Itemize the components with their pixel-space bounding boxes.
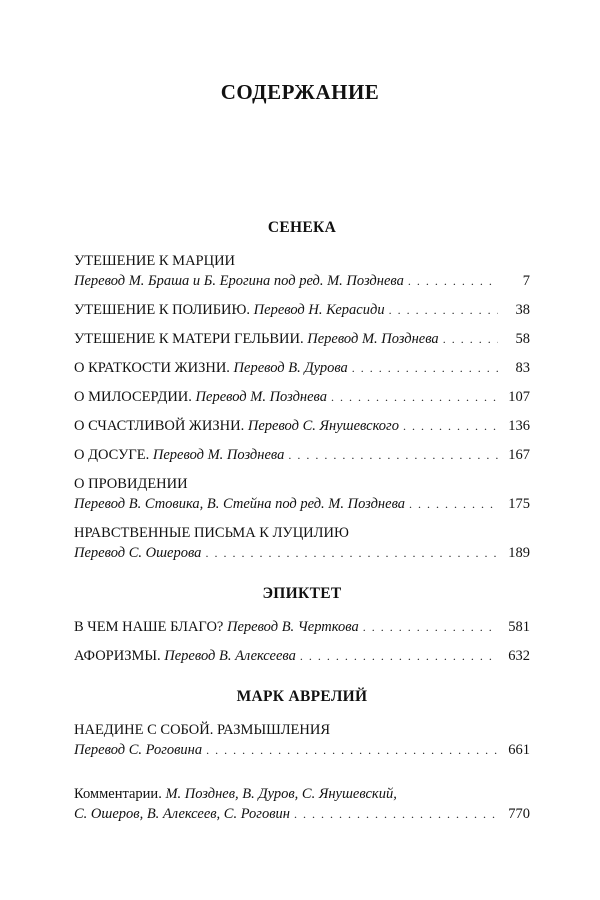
toc-line	[74, 358, 530, 378]
toc-line-text	[74, 543, 201, 563]
toc-line-text	[74, 445, 284, 465]
translator-credit: Перевод В. Алексеева	[164, 648, 296, 664]
page-number: 167	[508, 447, 530, 463]
translator-credit: Перевод С. Ошерова	[74, 545, 202, 561]
page-number: 175	[508, 496, 530, 512]
toc-section	[74, 219, 530, 563]
dot-leader	[389, 300, 498, 320]
page-number: 632	[508, 648, 530, 664]
work-title: АФОРИЗМЫ.	[74, 648, 161, 664]
toc-section	[74, 585, 530, 666]
toc-entry[interactable]	[74, 617, 530, 637]
commentary-label: Комментарии.	[74, 786, 162, 802]
dot-leader	[205, 543, 498, 563]
toc-line-text	[74, 740, 202, 760]
dot-leader	[363, 617, 498, 637]
translator-credit: Перевод М. Позднева	[195, 389, 327, 405]
dot-leader	[352, 358, 498, 378]
page-number: 189	[508, 545, 530, 561]
section-heading: СЕНЕКА	[267, 219, 337, 236]
work-title: НРАВСТВЕННЫЕ ПИСЬМА К ЛУЦИЛИЮ	[74, 525, 349, 541]
commentary-authors: С. Ошеров, В. Алексеев, С. Роговин	[74, 806, 290, 822]
toc-line-text	[74, 300, 385, 320]
table-of-contents	[74, 219, 530, 833]
work-title: О КРАТКОСТИ ЖИЗНИ.	[74, 360, 230, 376]
page-number: 661	[508, 742, 530, 758]
page-number: 7	[522, 273, 530, 289]
dot-leader	[408, 271, 498, 291]
toc-line	[74, 646, 530, 666]
page-number: 83	[515, 360, 530, 376]
toc-line	[74, 617, 530, 637]
toc-entry[interactable]	[74, 720, 530, 760]
page-number: 770	[508, 806, 530, 822]
toc-line-text	[74, 494, 405, 514]
toc-entry[interactable]	[74, 474, 530, 514]
translator-credit: Перевод С. Янушевского	[247, 418, 399, 434]
dot-leader	[403, 416, 498, 436]
dot-leader	[443, 329, 498, 349]
toc-entry[interactable]	[74, 387, 530, 407]
toc-line	[74, 300, 530, 320]
toc-line-text	[74, 271, 404, 291]
translator-credit: Перевод М. Позднева	[307, 331, 439, 347]
work-title: О ПРОВИДЕНИИ	[74, 476, 188, 492]
translator-credit: Перевод Н. Керасиди	[253, 302, 385, 318]
work-title: УТЕШЕНИЕ К МАРЦИИ	[74, 253, 236, 269]
toc-section	[74, 688, 530, 760]
dot-leader	[300, 646, 498, 666]
toc-entry[interactable]	[74, 358, 530, 378]
commentary-first-line	[74, 784, 530, 804]
toc-line	[74, 804, 530, 824]
translator-credit: Перевод В. Стовика, В. Стейна под ред. М. Позднева	[74, 496, 406, 512]
dot-leader	[331, 387, 498, 407]
page-number: 58	[515, 331, 530, 347]
work-title: УТЕШЕНИЕ К МАТЕРИ ГЕЛЬВИИ.	[74, 331, 304, 347]
page-number: 581	[508, 619, 530, 635]
work-title: О ДОСУГЕ.	[74, 447, 150, 463]
toc-entry[interactable]	[74, 646, 530, 666]
page-number: 136	[508, 418, 530, 434]
toc-entry[interactable]	[74, 300, 530, 320]
toc-entry[interactable]	[74, 523, 530, 563]
section-heading: ЭПИКТЕТ	[262, 585, 342, 602]
toc-line-text	[74, 387, 327, 407]
toc-line-text	[74, 358, 348, 378]
toc-entry[interactable]	[74, 251, 530, 291]
dot-leader	[206, 740, 498, 760]
translator-credit: Перевод М. Браша и Б. Ерогина под ред. М. Позднева	[74, 273, 404, 289]
page-title: СОДЕРЖАНИЕ	[220, 80, 380, 104]
dot-leader	[409, 494, 498, 514]
section-heading: МАРК АВРЕЛИЙ	[236, 688, 368, 705]
toc-line	[74, 543, 530, 563]
toc-entry[interactable]	[74, 445, 530, 465]
toc-entry[interactable]	[74, 416, 530, 436]
work-title: О МИЛОСЕРДИИ.	[74, 389, 192, 405]
page-number: 107	[508, 389, 530, 405]
toc-line	[74, 271, 530, 291]
toc-line	[74, 329, 530, 349]
toc-line-text	[74, 329, 439, 349]
work-title: В ЧЕМ НАШЕ БЛАГО?	[74, 619, 224, 635]
toc-line	[74, 494, 530, 514]
toc-line	[74, 740, 530, 760]
commentary-entry[interactable]	[74, 784, 530, 824]
toc-line	[74, 387, 530, 407]
dot-leader	[294, 804, 498, 824]
page-number: 38	[515, 302, 530, 318]
toc-line-text	[74, 617, 359, 637]
commentary-authors: М. Позднев, В. Дуров, С. Янушевский,	[165, 786, 397, 802]
toc-entry[interactable]	[74, 329, 530, 349]
toc-line	[74, 445, 530, 465]
toc-line-text	[74, 416, 399, 436]
work-title: УТЕШЕНИЕ К ПОЛИБИЮ.	[74, 302, 251, 318]
dot-leader	[288, 445, 498, 465]
translator-credit: Перевод В. Черткова	[226, 619, 359, 635]
translator-credit: Перевод М. Позднева	[152, 447, 285, 463]
toc-line	[74, 416, 530, 436]
toc-line-text	[74, 646, 296, 666]
translator-credit: Перевод В. Дурова	[233, 360, 348, 376]
work-title: НАЕДИНЕ С СОБОЙ. РАЗМЫШЛЕНИЯ	[74, 722, 331, 738]
translator-credit: Перевод С. Роговина	[74, 742, 203, 758]
work-title: О СЧАСТЛИВОЙ ЖИЗНИ.	[74, 418, 245, 434]
